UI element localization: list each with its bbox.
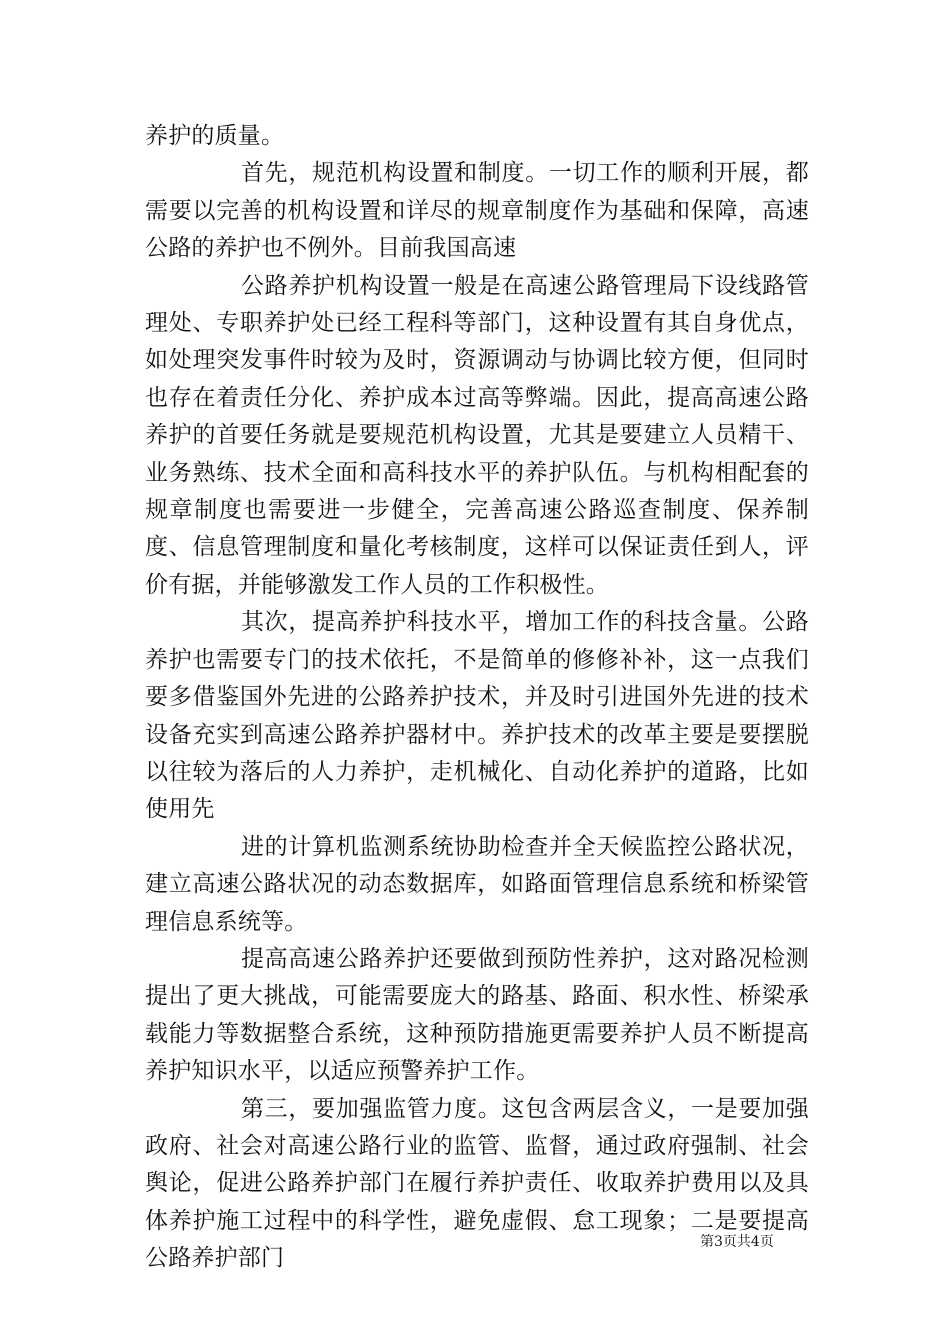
paragraph-6: 提高高速公路养护还要做到预防性养护，这对路况检测提出了更大挑战，可能需要庞大的路基、路面、积水性、桥梁承载能力等数据整合系统，这种预防措施更需要养护人员不断提高养护知识水平，以适应预警养护工作。 xyxy=(145,945,809,1085)
paragraph-2: 首先，规范机构设置和制度。一切工作的顺利开展，都需要以完善的机构设置和详尽的规章制度作为基础和保障，高速公路的养护也不例外。目前我国高速 xyxy=(145,160,809,262)
paragraph-7: 第三，要加强监管力度。这包含两层含义，一是要加强政府、社会对高速公路行业的监管、监督，通过政府强制、社会舆论，促进公路养护部门在履行养护责任、收取养护费用以及具体养护施工过程中的科学性，避免虚假、怠工现象；二是要提高公路养护部门 xyxy=(145,1095,809,1272)
paragraph-1: 养护的质量。 xyxy=(145,123,285,149)
document-body xyxy=(145,118,809,1278)
page-number-footer: 第3页共4页 xyxy=(700,1234,774,1250)
paragraph-3: 公路养护机构设置一般是在高速公路管理局下设线路管理处、专职养护处已经工程科等部门，这种设置有其自身优点，如处理突发事件时较为及时，资源调动与协调比较方便，但同时也存在着责任分化、养护成本过高等弊端。因此，提高高速公路养护的首要任务就是要规范机构设置，尤其是要建立人员精干、业务熟练、技术全面和高科技水平的养护队伍。与机构相配套的规章制度也需要进一步健全，完善高速公路巡查制度、保养制度、信息管理制度和量化考核制度，这样可以保证责任到人，评价有据，并能够激发工作人员的工作积极性。 xyxy=(145,272,809,598)
paragraph-5: 进的计算机监测系统协助检查并全天候监控公路状况，建立高速公路状况的动态数据库，如路面管理信息系统和桥梁管理信息系统等。 xyxy=(145,833,809,935)
paragraph-4: 其次，提高养护科技水平，增加工作的科技含量。公路养护也需要专门的技术依托，不是简单的修修补补，这一点我们要多借鉴国外先进的公路养护技术，并及时引进国外先进的技术设备充实到高速公路养护器材中。养护技术的改革主要是要摆脱以往较为落后的人力养护，走机械化、自动化养护的道路，比如使用先 xyxy=(145,609,809,823)
